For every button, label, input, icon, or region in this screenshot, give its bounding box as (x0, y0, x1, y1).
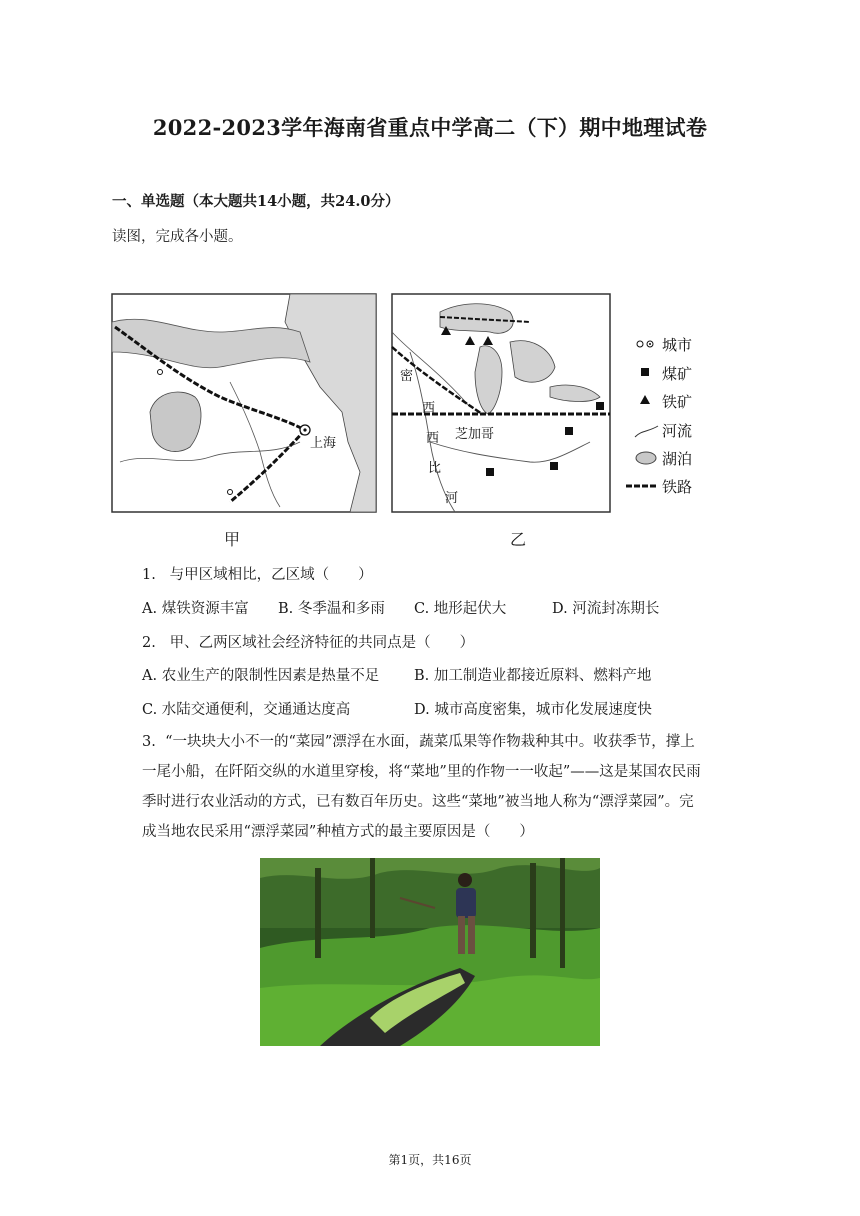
exam-title: 2022-2023学年海南省重点中学高二（下）期中地理试卷 (152, 115, 708, 140)
question-text: 与甲区域相比，乙区域（ ） (169, 567, 373, 583)
question-text: 甲、乙两区域社会经济特征的共同点是（ ） (169, 635, 475, 651)
map-caption-jia: 甲 (224, 530, 241, 549)
floating-garden-photo (260, 858, 600, 1046)
label-shanghai: 上海 (310, 436, 337, 451)
map-legend (626, 336, 692, 496)
question-number: 3. (142, 734, 156, 750)
q1-option-b[interactable]: B. 冬季温和多雨 (278, 601, 385, 617)
legend-coal: 煤矿 (662, 365, 693, 383)
q1-option-c[interactable]: C. 地形起伏大 (414, 601, 507, 617)
q2-option-d[interactable]: D. 城市高度密集，城市化发展速度快 (414, 702, 652, 718)
question-2 (142, 631, 474, 652)
q2-option-a[interactable]: A. 农业生产的限制性因素是热量不足 (142, 668, 380, 684)
q2-option-c[interactable]: C. 水陆交通便利，交通通达度高 (142, 702, 351, 718)
map-jia (112, 294, 376, 512)
legend-lake: 湖泊 (662, 450, 693, 468)
legend-railway: 铁路 (662, 478, 693, 496)
map-yi (392, 294, 610, 512)
label-xi-1: 西 (422, 401, 436, 416)
label-mi: 密 (400, 369, 414, 384)
label-bi: 比 (428, 461, 442, 476)
question-3 (142, 727, 748, 847)
coal-mine-icon (596, 402, 604, 410)
question-line-3: 季时进行农业活动的方式，已有数百年历史。这些“菜地”被当地人称为“漂浮菜园”。完 (142, 794, 694, 810)
page-footer: 第1页，共16页 (388, 1153, 472, 1167)
q1-option-a[interactable]: A. 煤铁资源丰富 (142, 601, 249, 617)
section-heading: 一、单选题（本大题共14小题，共24.0分） (112, 193, 400, 210)
legend-iron: 铁矿 (662, 393, 693, 411)
q2-option-b[interactable]: B. 加工制造业都接近原料、燃料产地 (414, 668, 652, 684)
question-number: 2. (142, 635, 156, 651)
question-number: 1. (142, 567, 156, 583)
label-chicago: 芝加哥 (455, 427, 495, 442)
question-line-2: 一尾小船，在阡陌交纵的水道里穿梭，将“菜地”里的作物一一收起”——这是某国农民雨 (142, 764, 701, 780)
legend-city: 城市 (662, 336, 693, 354)
label-xi-2: 西 (426, 431, 440, 446)
maps-figure (110, 292, 710, 552)
question-line-4: 成当地农民采用“漂浮菜园”种植方式的最主要原因是（ ） (142, 824, 534, 840)
map-caption-yi: 乙 (510, 530, 527, 549)
legend-river: 河流 (662, 422, 693, 440)
question-1 (142, 563, 373, 584)
q1-option-d[interactable]: D. 河流封冻期长 (552, 601, 660, 617)
label-he: 河 (445, 491, 459, 506)
intro-text: 读图，完成各小题。 (112, 229, 243, 245)
question-line-1: “一块块大小不一的“菜园”漂浮在水面，蔬菜瓜果等作物栽种其中。收获季节，撑上 (165, 734, 695, 750)
